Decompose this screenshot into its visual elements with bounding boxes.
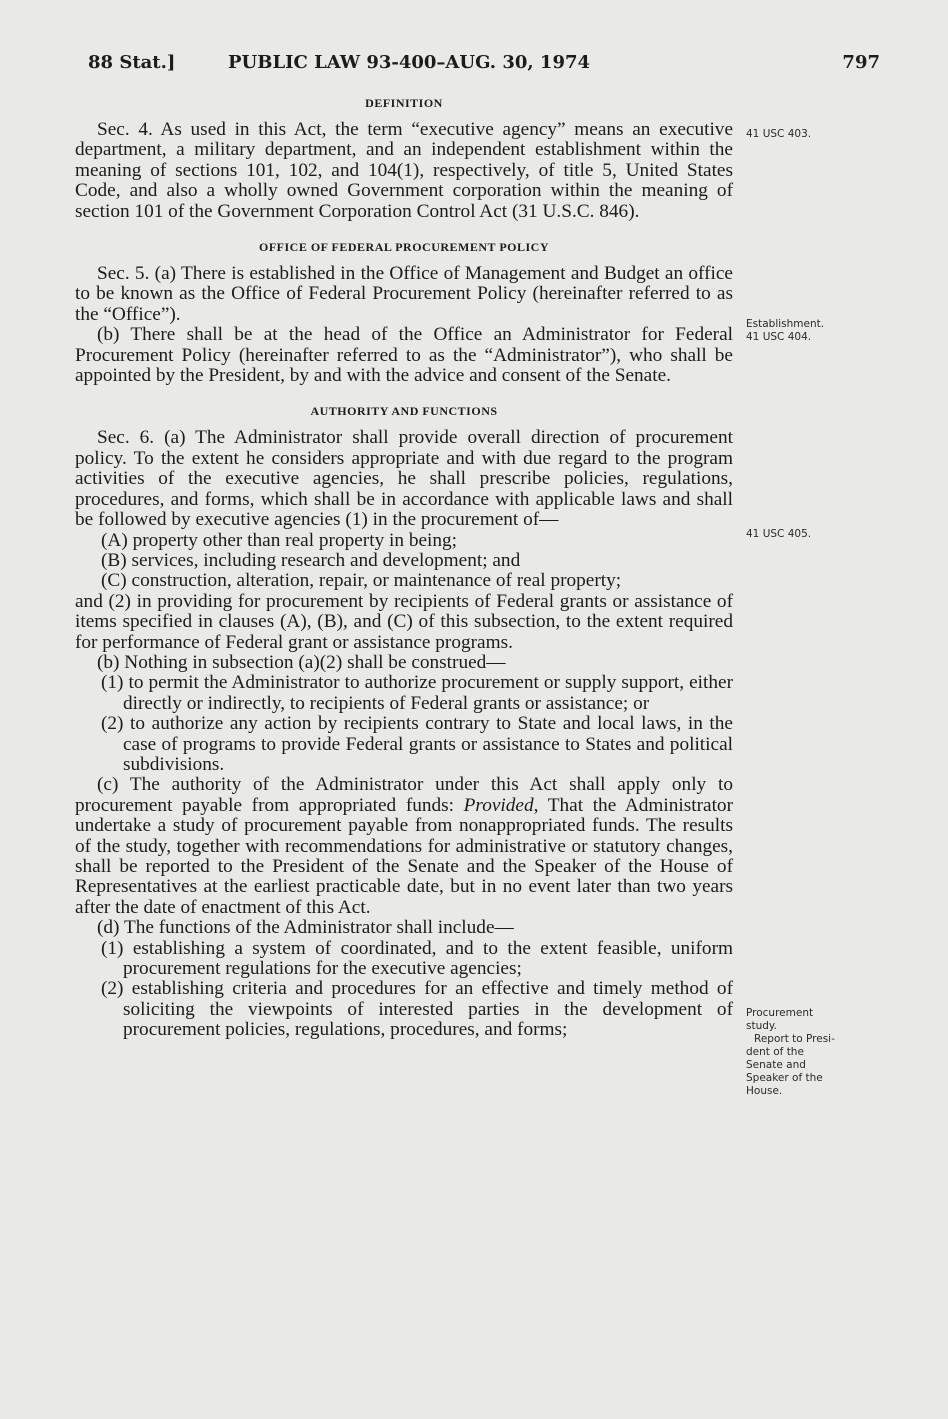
authority-heading: AUTHORITY AND FUNCTIONS [310,404,498,419]
section-6d-item-2: (2) establishing criteria and procedures for an effective and timely method of soliciting the viewpoints of interested parties in the development of procurement policies, regulations, procedures, and forms; [101,978,733,1041]
margin-note-establishment: Establishment. 41 USC 404. [746,318,825,343]
section-6b-text: (b) Nothing in subsection (a)(2) shall be construed— [97,651,506,673]
document-body [75,96,733,1041]
section-6a-clause-b: (B) services, including research and development; and [101,549,521,571]
section-6c-pre: (c) The authority of the Administrator under this Act shall apply only to procurement payable from appropriated funds: [75,774,733,816]
public-law-title: PUBLIC LAW 93-400–AUG. 30, 1974 [228,52,591,73]
section-6b-item-1: (1) to permit the Administrator to authorize procurement or supply support, either directly or indirectly, to recipients of Federal grants or assistance; or [101,672,733,714]
section-6c-proviso: Provided [463,794,534,816]
section-6b-item-2: (2) to authorize any action by recipients contrary to State and local laws, in the case of programs to provide Federal grants or assistance to States and political subdivisions. [101,713,733,775]
section-6a-text: Sec. 6. (a) The Administrator shall provide overall direction of procurement policy. To the extent he considers appropriate and with due regard to the program activities of the executive agencies, he shall prescribe policies, regulations, procedures, and forms, which shall be in accordance with applicable laws and shall be followed by executive agencies (1) in the procurement of— [75,427,733,531]
section-5b-text: (b) There shall be at the head of the Office an Administrator for Federal Procurement Policy (hereinafter referred to as the “Administrator”), who shall be appointed by the President, by and with the advice and consent of the Senate. [75,324,733,387]
page-header [88,52,880,82]
statute-volume: 88 Stat.] [88,52,176,73]
section-6d-item-1: (1) establishing a system of coordinated, and to the extent feasible, uniform procurement regulations for the executive agencies; [101,937,733,980]
section-6d-text: (d) The functions of the Administrator shall include— [97,917,514,939]
office-heading: OFFICE OF FEDERAL PROCUREMENT POLICY [258,240,549,255]
definition-heading: DEFINITION [365,96,443,110]
section-6a-clause-a: (A) property other than real property in being; [101,529,458,551]
section-6a-clause-c: (C) construction, alteration, repair, or maintenance of real property; [101,570,622,592]
section-6a-part-2: and (2) in providing for procurement by recipients of Federal grants or assistance of items specified in clauses (A), (B), and (C) of this subsection, to the extent required for performance of Federal grant or assistance programs. [75,590,733,653]
section-6c-post: , That the Administrator undertake a study of procurement payable from nonappropriated funds. The results of the study, together with recommendations for administrative or statutory changes, shall be reported to the President of the Senate and the Speaker of the House of Representatives at the earliest practicable date, but in no event later than two years after the date of enactment of this Act. [75,794,733,918]
section-4-text: Sec. 4. As used in this Act, the term “executive agency” means an executive department, a military department, and an independent establishment within the meaning of sections 101, 102, and 104(1), respectively, of title 5, United States Code, and also a wholly owned Government corporation within the meaning of section 101 of the Government Corporation Control Act (31 U.S.C. 846). [75,119,733,222]
section-5a-text: Sec. 5. (a) There is established in the Office of Management and Budget an office to be known as the Office of Federal Procurement Policy (hereinafter referred to as the “Office”). [75,263,733,325]
section-6c-text [75,775,733,918]
margin-note-41-usc-405: 41 USC 405. [746,528,812,540]
margin-note-procurement-study: Procurement study. Report to Presi- dent of the Senate and Speaker of the House. [746,1007,835,1097]
margin-note-41-usc-403: 41 USC 403. [746,128,812,140]
page-number: 797 [842,52,880,73]
